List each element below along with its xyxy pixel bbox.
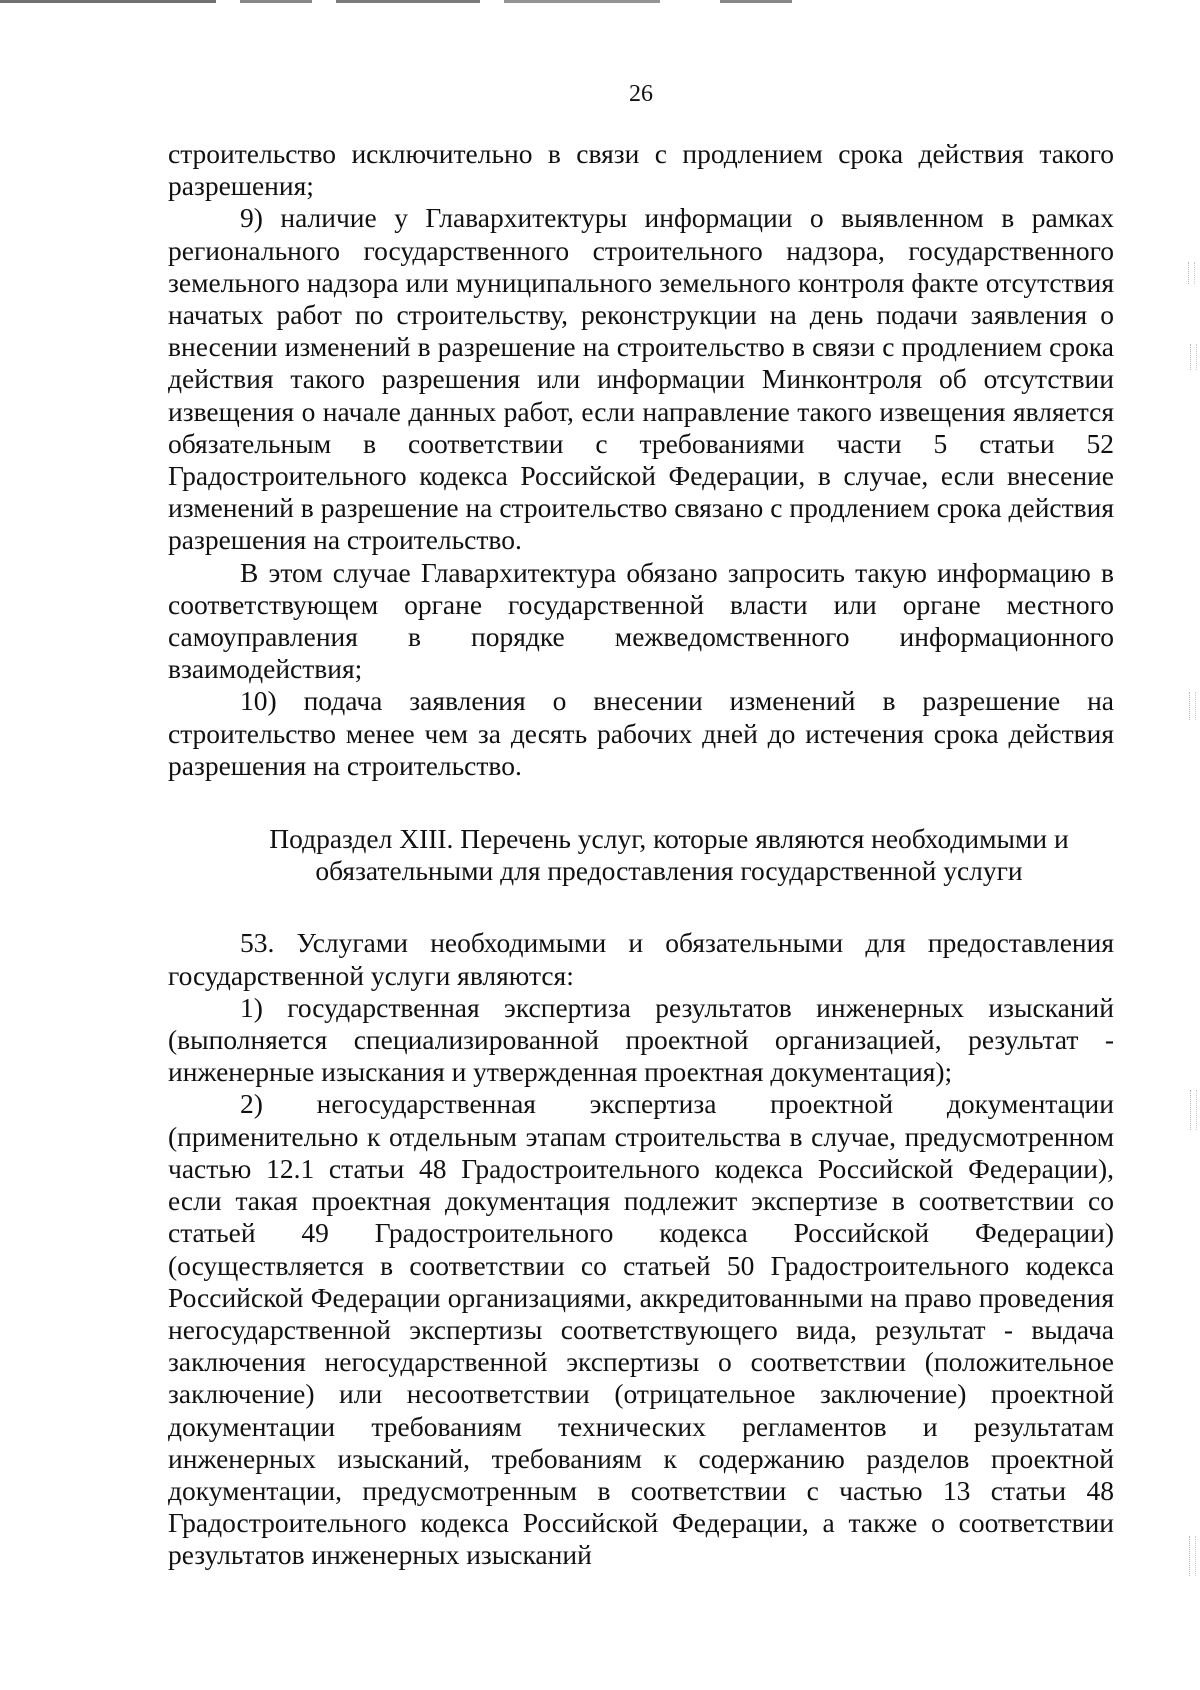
document-body [168,138,1114,1572]
list-item-10: 10) подача заявления о внесении изменений в разрешение на строительство менее чем за десять рабочих дней до истечения срока действия разрешения на строительство. [168,685,1114,781]
paragraph-continued: строительство исключительно в связи с продлением срока действия такого разрешения; [168,138,1114,202]
list-item-9: 9) наличие у Главархитектуры информации о выявленном в рамках регионального государственного строительного надзора, государственного земельного надзора или муниципального земельного контроля факте отсутствия начатых работ по строительству, реконструкции на день подачи заявления о внесении изменений в разрешение на строительство в связи с продлением срока действия такого разрешения или информации Минконтроля об отсутствии извещения о начале данных работ, если направление такого извещения является обязательным в соответствии с требованиями части 5 статьи 52 Градостроительного кодекса Российской Федерации, в случае, если внесение изменений в разрешение на строительство связано с продлением срока действия разрешения на строительство. [168,202,1114,556]
list-item-53-1: 1) государственная экспертиза результатов инженерных изысканий (выполняется специализированной проектной организацией, результат - инженерные изыскания и утвержденная проектная документация); [168,991,1114,1088]
list-item-53: 53. Услугами необходимыми и обязательными для предоставления государственной услуги являются: [168,927,1114,991]
scan-margin-mark [1190,344,1197,370]
section-heading-line-2: обязательными для предоставления государственной услуги [315,855,1023,887]
scan-margin-mark [1189,1536,1196,1576]
section-heading [168,823,1114,887]
scan-margin-mark [1188,262,1195,284]
scan-margin-mark [1190,1090,1197,1130]
scan-top-edge [0,0,1200,3]
scan-margin-mark [1189,692,1196,720]
list-item-53-2: 2) негосударственная экспертиза проектной документации (применительно к отдельным этапам строительства в случае, предусмотренном частью 12.1 статьи 48 Градостроительного кодекса Российской Федерации), если такая проектная документация подлежит экспертизе в соответствии со статьей 49 Градостроительного кодекса Российской Федерации) (осуществляется в соответствии со статьей 50 Градостроительного кодекса Российской Федерации организациями, аккредитованными на право проведения негосударственной экспертизы соответствующего вида, результат - выдача заключения негосударственной экспертизы о соответствии (положительное заключение) или несоответствии (отрицательное заключение) проектной документации требованиям технических регламентов и результатам инженерных изысканий, требованиям к содержанию разделов проектной документации, предусмотренным в соответствии с частью 13 статьи 48 Градостроительного кодекса Российской Федерации, а также о соответствии результатов инженерных изысканий [168,1088,1114,1571]
list-item-9-note: В этом случае Главархитектура обязано запросить такую информацию в соответствующем органе государственной власти или органе местного самоуправления в порядке межведомственного информационного взаимодействия; [168,556,1114,685]
page-number: 26 [629,81,653,107]
section-heading-line-1: Подраздел XIII. Перечень услуг, которые являются необходимыми и [269,823,1069,855]
